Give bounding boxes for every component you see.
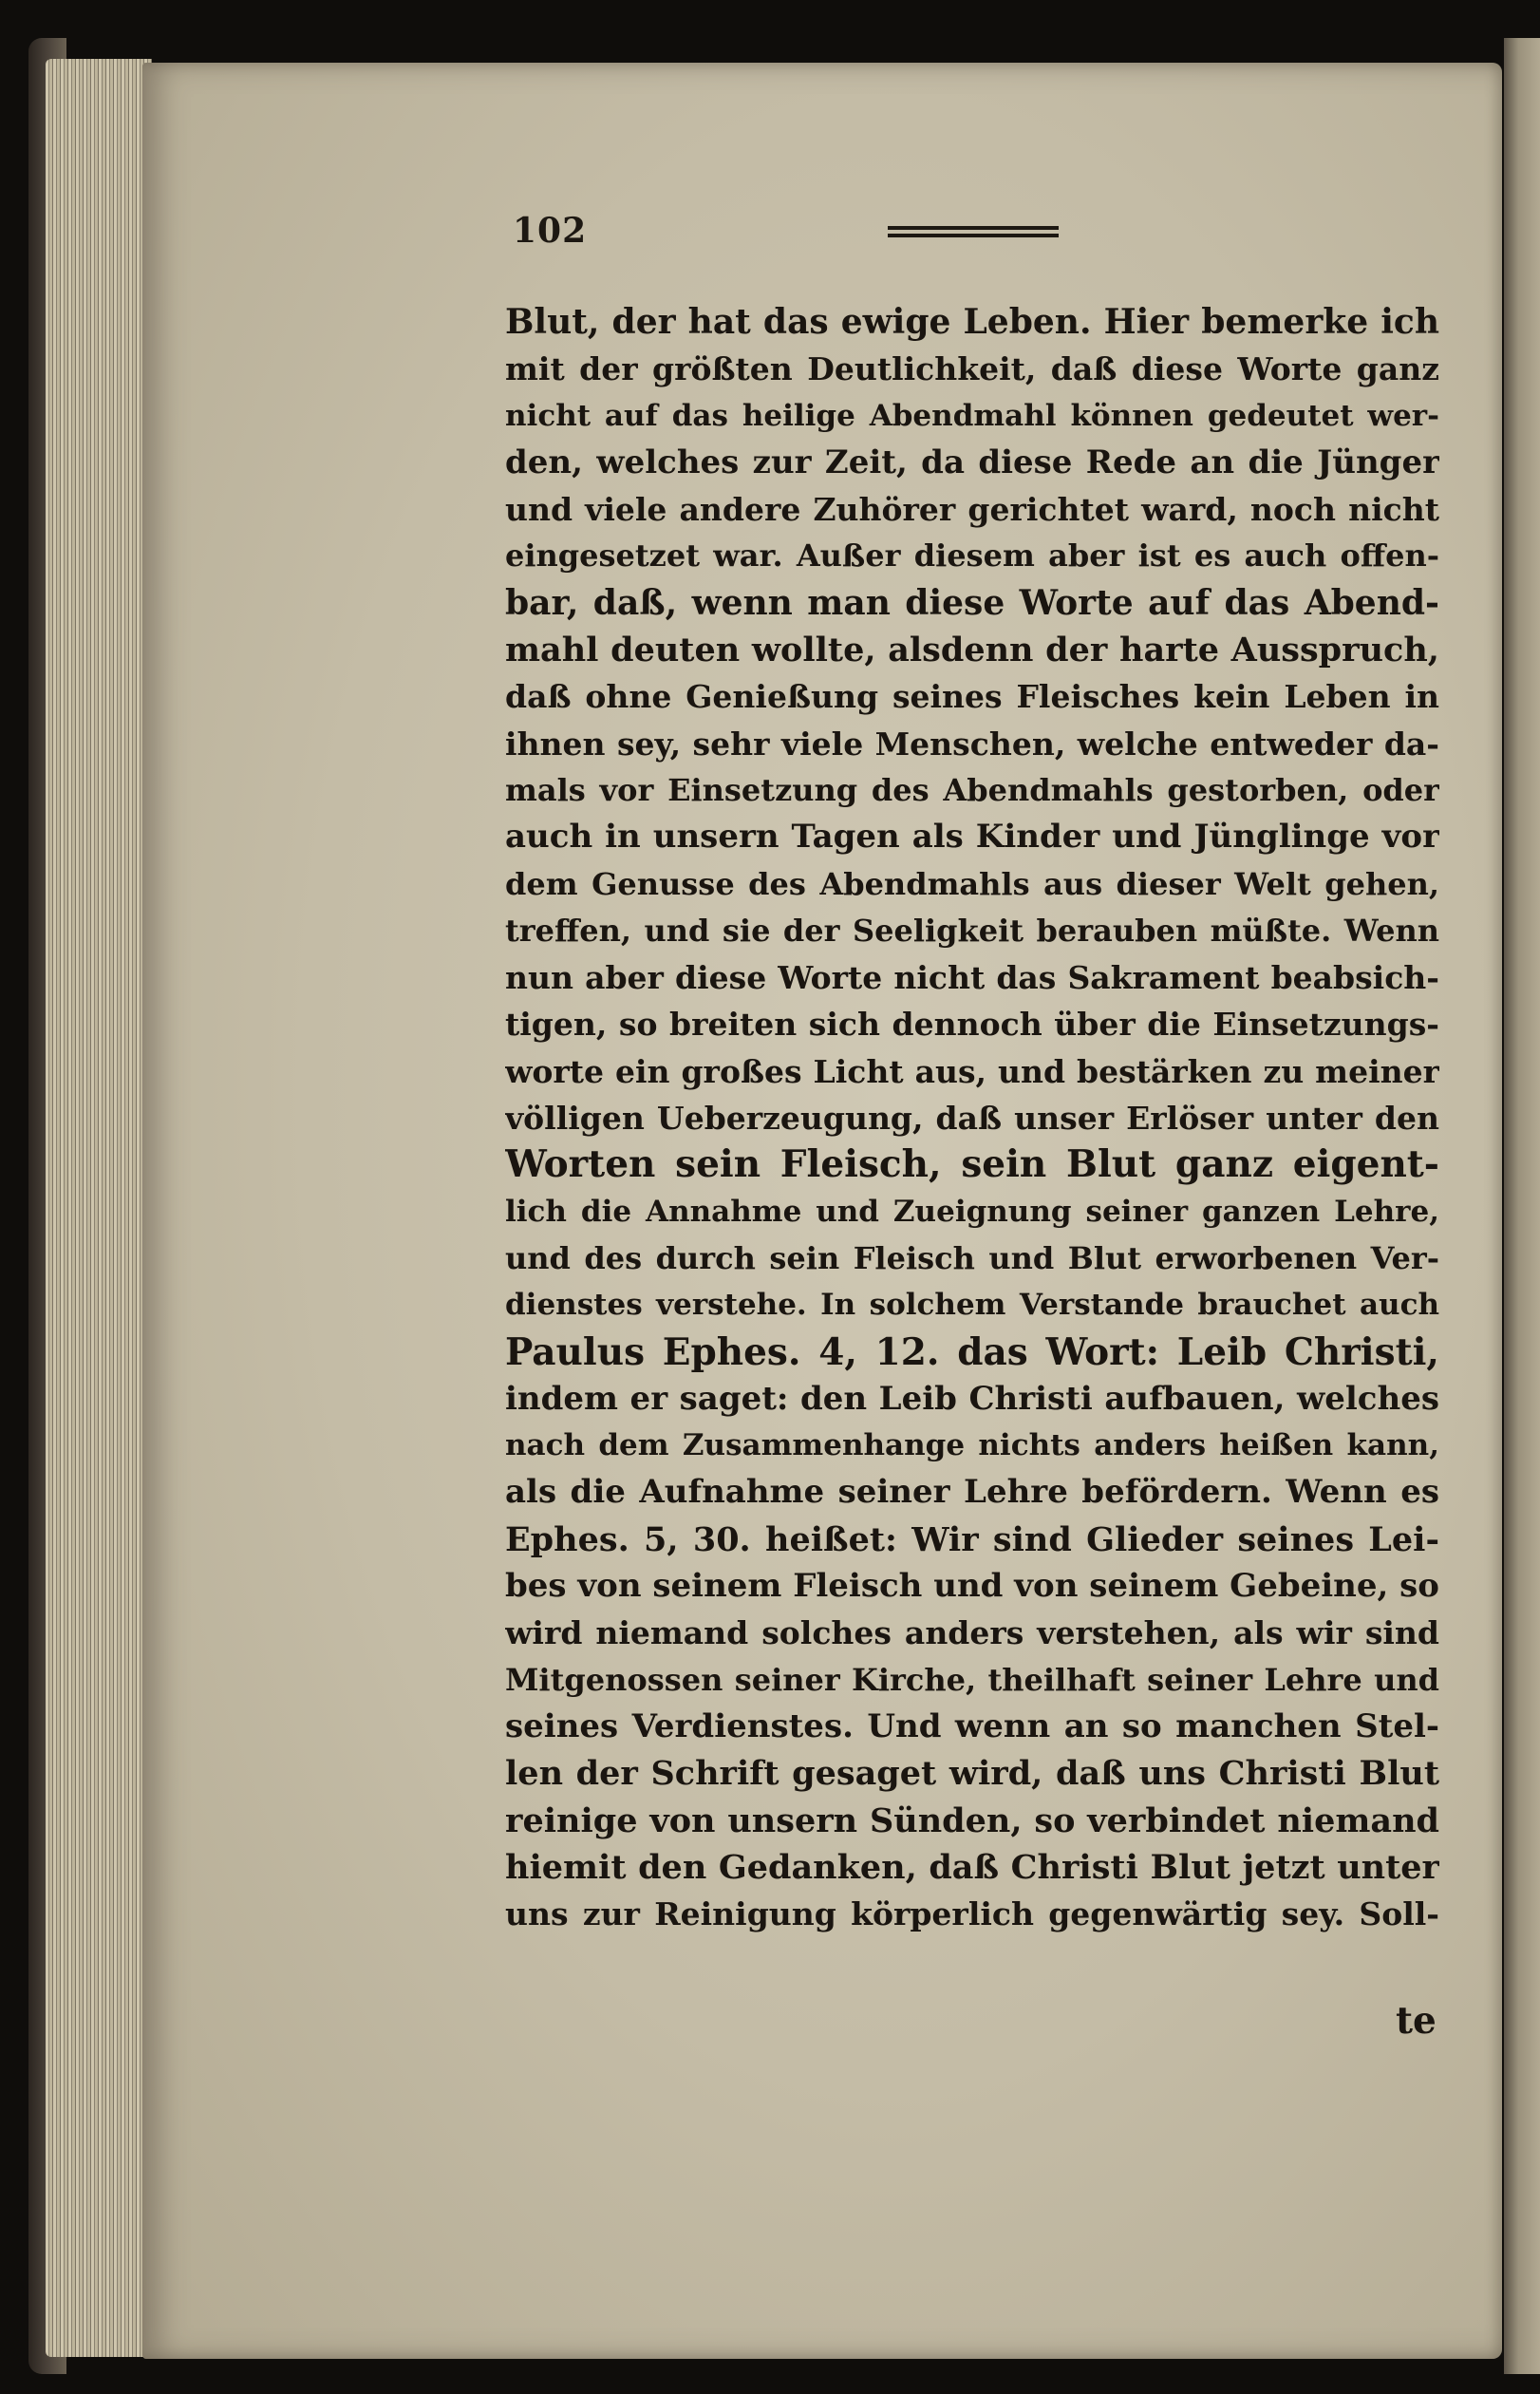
text-line: wird niemand solches anders verstehen, als wir sind (505, 1614, 1439, 1652)
text-line: und viele andere Zuhörer gerichtet ward, noch nicht (505, 491, 1439, 529)
header-rule (888, 226, 1059, 237)
text-line: reinige von unsern Sünden, so verbindet niemand (505, 1800, 1439, 1840)
text-line: und des durch sein Fleisch und Blut erworbenen Ver- (505, 1239, 1439, 1276)
text-line: indem er saget: den Leib Christi aufbauen, welches (505, 1379, 1439, 1418)
text-line: Paulus Ephes. 4, 12. das Wort: Leib Christi, (505, 1329, 1439, 1374)
text-line: hiemit den Gedanken, daß Christi Blut jetzt unter (505, 1847, 1439, 1887)
text-line: lich die Annahme und Zueignung seiner ganzen Lehre, (505, 1194, 1439, 1229)
page-number: 102 (513, 211, 588, 251)
facing-page-edge (1504, 38, 1540, 2374)
text-line: Ephes. 5, 30. heißet: Wir sind Glieder seines Lei- (505, 1519, 1439, 1559)
text-line: den, welches zur Zeit, da diese Rede an die Jünger (505, 443, 1439, 481)
text-line: eingesetzet war. Außer diesem aber ist es auch offen- (505, 537, 1439, 575)
page-edges (46, 59, 152, 2357)
text-line: bes von seinem Fleisch und von seinem Gebeine, so (505, 1567, 1439, 1606)
text-line: dem Genusse des Abendmahls aus dieser Welt gehen, (505, 865, 1439, 902)
text-line: Blut, der hat das ewige Leben. Hier bemerke ich (505, 302, 1439, 342)
text-line: Worten sein Fleisch, sein Blut ganz eigent- (505, 1142, 1439, 1187)
text-line: als die Aufnahme seiner Lehre befördern. Wenn es (505, 1473, 1439, 1512)
text-line: mit der größten Deutlichkeit, daß diese Worte ganz (505, 350, 1439, 388)
text-line: nach dem Zusammenhange nichts anders heißen kann, (505, 1428, 1439, 1463)
text-line: Mitgenossen seiner Kirche, theilhaft seiner Lehre und (505, 1661, 1439, 1698)
text-line: bar, daß, wenn man diese Worte auf das Abend- (505, 582, 1439, 623)
text-line: tigen, so breiten sich dennoch über die Einsetzungs- (505, 1006, 1439, 1044)
text-line: daß ohne Genießung seines Fleisches kein Leben in (505, 678, 1439, 716)
catchword: te (1396, 1999, 1437, 2043)
text-line: uns zur Reinigung körperlich gegenwärtig sey. Soll- (505, 1895, 1439, 1933)
text-line: treffen, und sie der Seeligkeit berauben müßte. Wenn (505, 912, 1439, 949)
text-line: ihnen sey, sehr viele Menschen, welche entweder da- (505, 725, 1439, 763)
text-line: auch in unsern Tagen als Kinder und Jünglinge vor (505, 818, 1439, 857)
text-line: mahl deuten wollte, alsdenn der harte Ausspruch, (505, 631, 1439, 670)
body-text (505, 299, 1439, 1937)
text-line: len der Schrift gesaget wird, daß uns Christi Blut (505, 1754, 1439, 1794)
text-line: mals vor Einsetzung des Abendmahls gestorben, oder (505, 771, 1439, 808)
text-line: völligen Ueberzeugung, daß unser Erlöser unter den (505, 1100, 1439, 1138)
text-line: dienstes verstehe. In solchem Verstande brauchet auch (505, 1288, 1439, 1323)
text-line: nicht auf das heilige Abendmahl können gedeutet wer- (505, 398, 1439, 433)
text-line: seines Verdienstes. Und wenn an so manchen Stel- (505, 1706, 1439, 1745)
text-line: nun aber diese Worte nicht das Sakrament beabsich- (505, 959, 1439, 997)
text-line: worte ein großes Licht aus, und bestärken zu meiner (505, 1052, 1439, 1090)
